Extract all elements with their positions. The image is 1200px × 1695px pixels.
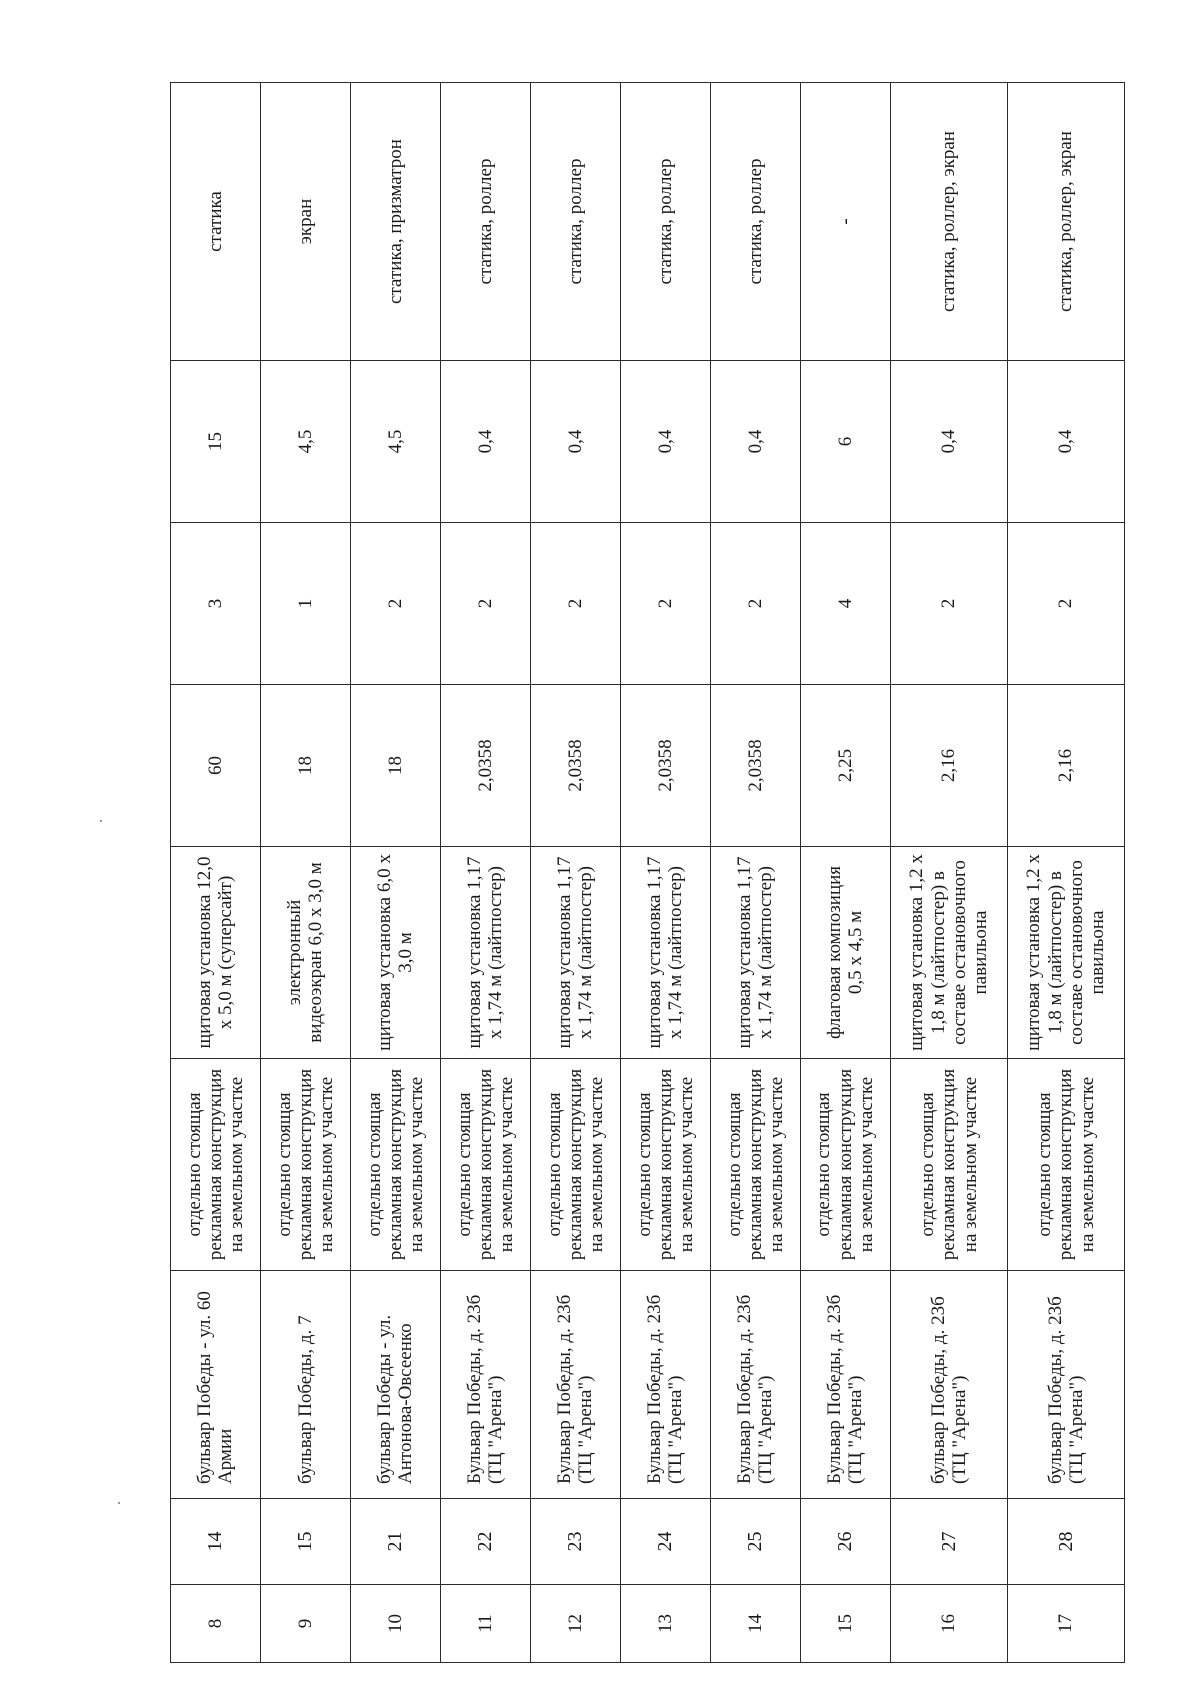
technology-cell: статика, роллер, экран: [890, 83, 1007, 361]
table-row: [171, 83, 261, 1663]
scan-speck: [118, 1502, 120, 1504]
row-number-cell: 9: [260, 1585, 350, 1663]
structure-type-cell: отдельно стоящая рекламная конструкция на земельном участке: [260, 1059, 350, 1271]
period-cell: 0,4: [1007, 361, 1124, 523]
row-number-cell: 17: [1007, 1585, 1124, 1663]
sides-count-cell: 2: [890, 523, 1007, 685]
address-cell: Бульвар Победы, д. 23б (ТЦ "Арена"): [710, 1271, 800, 1499]
structure-type-cell: отдельно стоящая рекламная конструкция на земельном участке: [530, 1059, 620, 1271]
structure-type-cell: отдельно стоящая рекламная конструкция на земельном участке: [1007, 1059, 1124, 1271]
structure-type-cell: отдельно стоящая рекламная конструкция на земельном участке: [710, 1059, 800, 1271]
area-cell: 2,25: [800, 685, 890, 847]
area-cell: 18: [260, 685, 350, 847]
sides-count-cell: 2: [710, 523, 800, 685]
table-row: [350, 83, 440, 1663]
structure-number-cell: 26: [800, 1499, 890, 1585]
technology-cell: статика, призматрон: [350, 83, 440, 361]
table-row: [800, 83, 890, 1663]
structure-type-cell: отдельно стоящая рекламная конструкция на земельном участке: [171, 1059, 261, 1271]
period-cell: 0,4: [890, 361, 1007, 523]
area-cell: 2,0358: [530, 685, 620, 847]
structure-number-cell: 22: [440, 1499, 530, 1585]
address-cell: бульвар Победы - ул. 60 Армии: [171, 1271, 261, 1499]
structure-size-cell: щитовая установка 1,2 х 1,8 м (лайтпостер) в составе остановочного павильона: [1007, 847, 1124, 1059]
scan-speck: [100, 820, 102, 822]
period-cell: 6: [800, 361, 890, 523]
technology-cell: статика, роллер: [710, 83, 800, 361]
structure-number-cell: 23: [530, 1499, 620, 1585]
row-number-cell: 14: [710, 1585, 800, 1663]
period-cell: 15: [171, 361, 261, 523]
sides-count-cell: 2: [620, 523, 710, 685]
period-cell: 4,5: [350, 361, 440, 523]
structure-number-cell: 21: [350, 1499, 440, 1585]
structure-size-cell: щитовая установка 12,0 х 5,0 м (суперсайт): [171, 847, 261, 1059]
row-number-cell: 13: [620, 1585, 710, 1663]
table-row: [440, 83, 530, 1663]
address-cell: бульвар Победы, д. 7: [260, 1271, 350, 1499]
table-row: [620, 83, 710, 1663]
table-row: [530, 83, 620, 1663]
row-number-cell: 12: [530, 1585, 620, 1663]
structure-number-cell: 28: [1007, 1499, 1124, 1585]
table-body: [171, 83, 1125, 1663]
sides-count-cell: 4: [800, 523, 890, 685]
area-cell: 2,0358: [710, 685, 800, 847]
address-cell: Бульвар Победы, д. 23б (ТЦ "Арена"): [530, 1271, 620, 1499]
technology-cell: статика, роллер: [530, 83, 620, 361]
table-row: [260, 83, 350, 1663]
technology-cell: экран: [260, 83, 350, 361]
structure-type-cell: отдельно стоящая рекламная конструкция на земельном участке: [800, 1059, 890, 1271]
structure-number-cell: 27: [890, 1499, 1007, 1585]
structure-size-cell: электронный видеоэкран 6,0 х 3,0 м: [260, 847, 350, 1059]
structure-type-cell: отдельно стоящая рекламная конструкция на земельном участке: [890, 1059, 1007, 1271]
structure-number-cell: 14: [171, 1499, 261, 1585]
structure-size-cell: щитовая установка 1,17 х 1,74 м (лайтпостер): [440, 847, 530, 1059]
table-row: [710, 83, 800, 1663]
rotated-table-wrapper: [170, 83, 1125, 1663]
address-cell: бульвар Победы - ул. Антонова-Овсеенко: [350, 1271, 440, 1499]
table-row: [1007, 83, 1124, 1663]
address-cell: бульвар Победы, д. 23б (ТЦ "Арена"): [1007, 1271, 1124, 1499]
sides-count-cell: 2: [440, 523, 530, 685]
period-cell: 0,4: [440, 361, 530, 523]
address-cell: Бульвар Победы, д. 23б (ТЦ "Арена"): [620, 1271, 710, 1499]
area-cell: 2,16: [1007, 685, 1124, 847]
period-cell: 0,4: [620, 361, 710, 523]
area-cell: 18: [350, 685, 440, 847]
address-cell: бульвар Победы, д. 23б (ТЦ "Арена"): [890, 1271, 1007, 1499]
period-cell: 0,4: [710, 361, 800, 523]
structure-size-cell: щитовая установка 1,2 х 1,8 м (лайтпостер) в составе остановочного павильона: [890, 847, 1007, 1059]
row-number-cell: 16: [890, 1585, 1007, 1663]
sides-count-cell: 1: [260, 523, 350, 685]
row-number-cell: 10: [350, 1585, 440, 1663]
area-cell: 2,0358: [620, 685, 710, 847]
technology-cell: статика, роллер: [440, 83, 530, 361]
table-row: [890, 83, 1007, 1663]
structure-type-cell: отдельно стоящая рекламная конструкция на земельном участке: [350, 1059, 440, 1271]
technology-cell: статика, роллер: [620, 83, 710, 361]
structure-size-cell: щитовая установка 1,17 х 1,74 м (лайтпостер): [710, 847, 800, 1059]
sides-count-cell: 3: [171, 523, 261, 685]
structure-size-cell: щитовая установка 1,17 х 1,74 м (лайтпостер): [530, 847, 620, 1059]
technology-cell: -: [800, 83, 890, 361]
structure-number-cell: 24: [620, 1499, 710, 1585]
address-cell: Бульвар Победы, д. 23б (ТЦ "Арена"): [440, 1271, 530, 1499]
structure-type-cell: отдельно стоящая рекламная конструкция на земельном участке: [620, 1059, 710, 1271]
area-cell: 2,16: [890, 685, 1007, 847]
structure-size-cell: флаговая композиция 0,5 х 4,5 м: [800, 847, 890, 1059]
area-cell: 60: [171, 685, 261, 847]
period-cell: 4,5: [260, 361, 350, 523]
row-number-cell: 15: [800, 1585, 890, 1663]
structure-number-cell: 25: [710, 1499, 800, 1585]
row-number-cell: 8: [171, 1585, 261, 1663]
row-number-cell: 11: [440, 1585, 530, 1663]
structure-number-cell: 15: [260, 1499, 350, 1585]
structure-size-cell: щитовая установка 1,17 х 1,74 м (лайтпостер): [620, 847, 710, 1059]
technology-cell: статика: [171, 83, 261, 361]
sides-count-cell: 2: [530, 523, 620, 685]
technology-cell: статика, роллер, экран: [1007, 83, 1124, 361]
sides-count-cell: 2: [350, 523, 440, 685]
period-cell: 0,4: [530, 361, 620, 523]
address-cell: Бульвар Победы, д. 23б (ТЦ "Арена"): [800, 1271, 890, 1499]
sides-count-cell: 2: [1007, 523, 1124, 685]
structure-type-cell: отдельно стоящая рекламная конструкция на земельном участке: [440, 1059, 530, 1271]
structure-size-cell: щитовая установка 6,0 х 3,0 м: [350, 847, 440, 1059]
advertising-structures-table: [170, 82, 1125, 1663]
area-cell: 2,0358: [440, 685, 530, 847]
